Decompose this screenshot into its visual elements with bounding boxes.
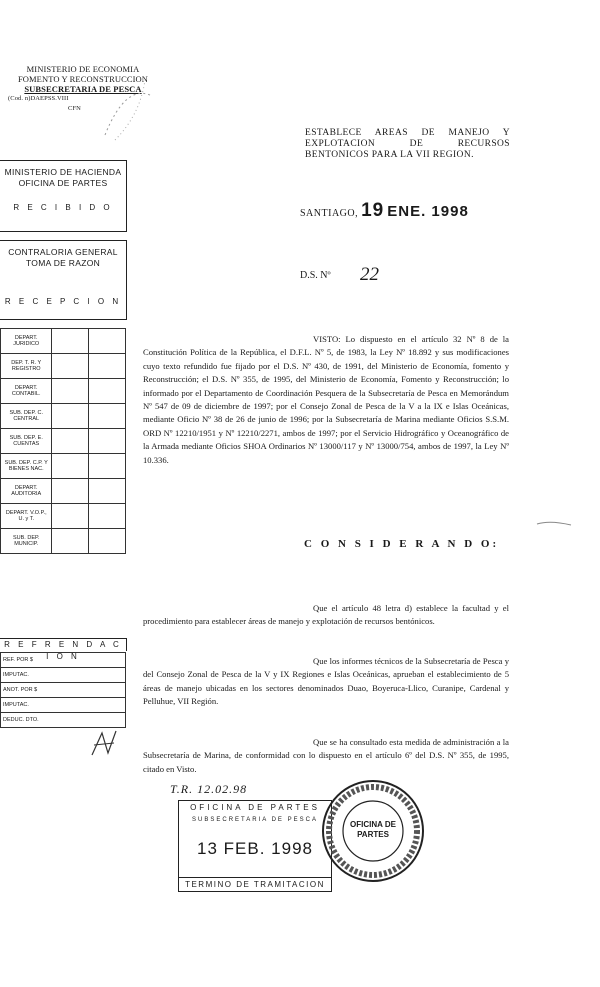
decree-date bbox=[300, 200, 469, 222]
round-seal bbox=[318, 776, 428, 886]
header-fomento: FOMENTO Y RECONSTRUCCION bbox=[17, 74, 149, 84]
header-code: (Cod. n)DAEPSS.VIII bbox=[8, 95, 69, 102]
date-day: 19 bbox=[361, 200, 385, 221]
hacienda-stamp bbox=[0, 160, 127, 232]
stamp-office: OFICINA DE PARTES bbox=[190, 803, 320, 812]
reception-table bbox=[0, 328, 126, 554]
reception-row-label: SUB. DEP. C.P. Y BIENES NAC. bbox=[1, 454, 52, 479]
reception-row bbox=[1, 454, 126, 479]
date-place: SANTIAGO, bbox=[300, 208, 359, 219]
stamp-termino: TERMINO DE TRAMITACION bbox=[179, 877, 331, 889]
reception-cell bbox=[52, 404, 89, 429]
considerando-1: Que el artículo 48 letra d) establece la facultad y el procedimiento para establecer áreas de manejo y explotación de recursos bentónicos. bbox=[143, 603, 509, 627]
contraloria-title: CONTRALORIA GENERAL bbox=[8, 247, 118, 257]
reception-cell bbox=[89, 479, 126, 504]
reception-cell bbox=[52, 454, 89, 479]
reception-cell bbox=[52, 354, 89, 379]
reception-cell bbox=[89, 454, 126, 479]
reception-row bbox=[1, 529, 126, 554]
refrendacion-row-label: ANOT. POR $ bbox=[1, 683, 126, 698]
date-month-year: ENE. 1998 bbox=[387, 203, 469, 220]
reception-row-label: DEPART. V.O.P., U. y T. bbox=[1, 504, 52, 529]
stamp-subsecretaria: SUBSECRETARIA DE PESCA bbox=[192, 817, 318, 823]
refrendacion-row bbox=[1, 683, 126, 698]
decree-label: D.S. Nº bbox=[300, 270, 331, 281]
reception-row bbox=[1, 354, 126, 379]
considerando-heading: C O N S I D E R A N D O: bbox=[304, 538, 500, 550]
reception-cell bbox=[89, 379, 126, 404]
handwritten-mark bbox=[88, 725, 120, 759]
considerando-3: Que se ha consultado esta medida de administración a la Subsecretaría de Marina, de conformidad con lo dispuesto en el artículo 6º del D.S. Nº 355, de 1995, citado en Visto. bbox=[143, 737, 509, 774]
reception-row-label: DEP. T. R. Y REGISTRO bbox=[1, 354, 52, 379]
hacienda-office: OFICINA DE PARTES bbox=[18, 178, 108, 188]
considerando-2: Que los informes técnicos de la Subsecretaría de Pesca y del Consejo Zonal de Pesca de la V y IX Regiones e Islas Oceánicas, aprueban el establecimiento de 5 áreas de manejo ubicadas en los sectores denominados Duao, Boyeruca-Llico, Curanipe, Cardenal y Pelluhue, VII Región. bbox=[143, 656, 509, 707]
decree-subject: ESTABLECE AREAS DE MANEJO Y EXPLOTACION DE RECURSOS BENTONICOS PARA LA VII REGION. bbox=[305, 128, 510, 160]
reception-row-label: SUB. DEP. E. CUENTAS bbox=[1, 429, 52, 454]
header-ministry: MINISTERIO DE ECONOMIA bbox=[26, 64, 140, 74]
toma-de-razon: TOMA DE RAZON bbox=[25, 258, 101, 268]
reception-cell bbox=[89, 354, 126, 379]
faint-seal-mark bbox=[95, 75, 155, 145]
reception-row bbox=[1, 379, 126, 404]
reception-row-label: SUB. DEP. C. CENTRAL bbox=[1, 404, 52, 429]
seal-label: OFICINA DE PARTES bbox=[350, 820, 396, 839]
reception-cell bbox=[52, 429, 89, 454]
stamp-date: 13 FEB. 1998 bbox=[197, 839, 313, 858]
reception-row-label: DEPART. JURIDICO bbox=[1, 329, 52, 354]
recibido-label: R E C I B I D O bbox=[13, 203, 113, 212]
margin-mark bbox=[535, 518, 575, 528]
contraloria-stamp bbox=[0, 240, 127, 320]
reception-row bbox=[1, 504, 126, 529]
reception-cell bbox=[89, 504, 126, 529]
decree-number: 22 bbox=[360, 264, 379, 285]
reception-cell bbox=[89, 429, 126, 454]
reception-cell bbox=[89, 529, 126, 554]
reception-cell bbox=[89, 404, 126, 429]
reception-row-label: SUB. DEP. MUNICIP. bbox=[1, 529, 52, 554]
visto-paragraph: VISTO: Lo dispuesto en el artículo 32 Nº 8 de la Constitución Política de la República, el D.F.L. Nº 5, de 1983, la Ley Nº 18.892 y sus modificaciones cuyo texto refundido fue fijado por el D.S. Nº 430, de 1991, del Ministerio de Economía, fomento y Reconstrucción; el D.S. Nº 355, de 1995, del Ministerio de Economía, Fomento y Reconstrucción; lo informado por el Departamento de Coordinación Pesquera de la Subsecretaría de Pesca en Memorándum Nº 547 de 09 de diciembre de 1997; por el Consejo Zonal de Pesca de la V a la IX e Islas Oceánicas, mediante Oficio Nº 38 de 26 de junio de 1996; por la Subsecretaría de Marina mediante Oficios S.S.M. ORD Nº 12210/1951 y Nº 12210/2271, ambos de 1997; por el Servicio Hidrográfico y Oceanográfico de la Armada mediante Oficios SHOA Ordinarios Nº 13000/117 y Nº 13000/754, ambos de 1997, la Ley Nº 10.336. bbox=[143, 334, 509, 465]
reception-cell bbox=[52, 529, 89, 554]
refrendacion-row-label: IMPUTAC. bbox=[1, 668, 126, 683]
reception-row-label: DEPART. CONTABIL. bbox=[1, 379, 52, 404]
oficina-partes-stamp bbox=[178, 800, 332, 892]
reception-cell bbox=[52, 479, 89, 504]
refrendacion-row bbox=[1, 668, 126, 683]
stamp-column bbox=[0, 160, 128, 775]
recepcion-label: R E C E P C I O N bbox=[4, 297, 122, 306]
header-initials: CFN bbox=[68, 105, 81, 112]
reception-row bbox=[1, 404, 126, 429]
refrendacion-row-label: IMPUTAC. bbox=[1, 698, 126, 713]
refrendacion-row bbox=[1, 653, 126, 668]
reception-row bbox=[1, 429, 126, 454]
hacienda-title: MINISTERIO DE HACIENDA bbox=[4, 167, 122, 177]
refrendacion-label: R E F R E N D A C I O N bbox=[4, 640, 122, 661]
header-subsecretaria: SUBSECRETARIA DE PESCA bbox=[24, 84, 142, 94]
refrendacion-row bbox=[1, 698, 126, 713]
refrendacion-row-label: DEDUC. DTO. bbox=[1, 713, 126, 728]
refrendacion-row-label: REF. POR $ bbox=[1, 653, 126, 668]
reception-row bbox=[1, 479, 126, 504]
reception-cell bbox=[52, 504, 89, 529]
reception-cell bbox=[52, 379, 89, 404]
refrendacion-table bbox=[0, 652, 126, 728]
handwritten-note: T.R. 12.02.98 bbox=[170, 782, 248, 796]
reception-cell bbox=[52, 329, 89, 354]
reception-cell bbox=[89, 329, 126, 354]
reception-row bbox=[1, 329, 126, 354]
reception-row-label: DEPART. AUDITORIA bbox=[1, 479, 52, 504]
